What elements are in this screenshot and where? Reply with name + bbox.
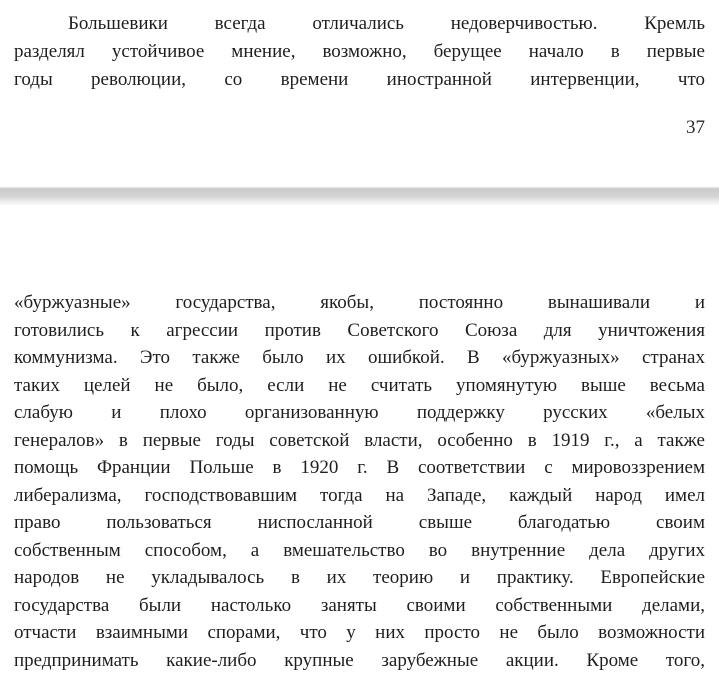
text-line: Большевики всегда отличались недоверчивостью. Кремль xyxy=(68,13,705,34)
text-line: собственным способом, а вмешательство во внутренние дела других xyxy=(14,539,705,561)
text-line: коммунизма. Это также было их ошибкой. В «буржуазных» странах xyxy=(14,347,705,368)
text-line: отчасти взаимными спорами, что у них просто не было возможности xyxy=(14,622,705,643)
text-line: государства были настолько заняты своими собственными делами, xyxy=(14,594,705,616)
text-line: таких целей не было, если не считать упомянутую выше весьма xyxy=(14,374,705,396)
text-line: «буржуазные» государства, якобы, постоянно вынашивали и xyxy=(14,292,705,313)
text-line: помощь Франции Польше в 1920 г. В соответствии с мировоззрением xyxy=(14,457,705,478)
text-line: слабую и плохо организованную поддержку русских «белых xyxy=(14,402,705,423)
page-separator xyxy=(0,187,719,206)
paragraph-page-37 xyxy=(14,10,705,94)
text-line: годы революции, со времени иностранной интервенции, что xyxy=(14,69,705,90)
text-line: генералов» в первые годы советской власти, особенно в 1919 г., а также xyxy=(14,429,705,451)
text-line: народов не укладывалось в их теорию и практику. Европейские xyxy=(14,567,705,588)
page-number: 37 xyxy=(686,117,705,138)
text-line: готовились к агрессии против Советского Союза для уничтожения xyxy=(14,319,705,341)
page-38 xyxy=(0,206,719,677)
text-line: разделял устойчивое мнение, возможно, берущее начало в первые xyxy=(14,41,705,62)
text-line: право пользоваться ниспосланной свыше благодатью своим xyxy=(14,512,705,533)
page-37 xyxy=(0,0,719,187)
text-line: предпринимать какие-либо крупные зарубежные акции. Кроме того, xyxy=(14,649,705,671)
paragraph-page-38 xyxy=(14,289,705,674)
text-line: либерализма, господствовавшим тогда на Западе, каждый народ имел xyxy=(14,484,705,506)
